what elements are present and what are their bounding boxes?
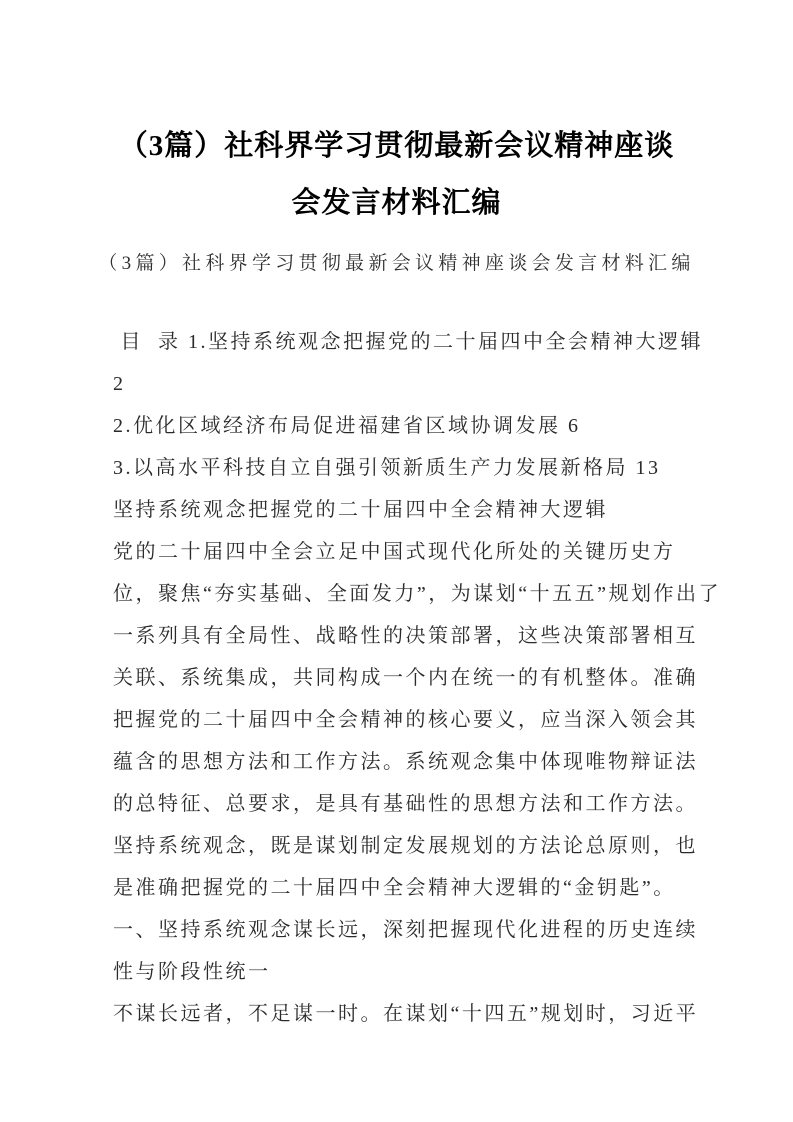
body-line: 坚持系统观念，既是谋划制定发展规划的方法论总原则，也 bbox=[113, 835, 698, 857]
body-line: 把握党的二十届四中全会精神的核心要义，应当深入领会其 bbox=[113, 709, 698, 731]
body-line: 的总特征、总要求，是具有基础性的思想方法和工作方法。 bbox=[113, 793, 698, 815]
body-line: 不谋长远者，不足谋一时。在谋划“十四五”规划时，习近平 bbox=[113, 1003, 699, 1025]
body-line: 一、坚持系统观念谋长远，深刻把握现代化进程的历史连续 bbox=[113, 919, 698, 941]
body-line: 性与阶段性统一 bbox=[113, 961, 271, 983]
document-body bbox=[113, 321, 722, 1035]
document-title-line-1: （3篇）社科界学习贯彻最新会议精神座谈 bbox=[118, 130, 675, 162]
document-title bbox=[40, 118, 753, 232]
body-line: 党的二十届四中全会立足中国式现代化所处的关键历史方 bbox=[113, 541, 676, 563]
body-line: 位，聚焦“夯实基础、全面发力”，为谋划“十五五”规划作出了 bbox=[113, 583, 722, 605]
body-line: 一系列具有全局性、战略性的决策部署，这些决策部署相互 bbox=[113, 625, 698, 647]
document-title-line-2: 会发言材料汇编 bbox=[291, 187, 502, 219]
body-line: 坚持系统观念把握党的二十届四中全会精神大逻辑 bbox=[113, 499, 608, 521]
body-line: 2 bbox=[113, 373, 126, 395]
body-line: 目 录 1.坚持系统观念把握党的二十届四中全会精神大逻辑 bbox=[113, 331, 703, 353]
body-line: 关联、系统集成，共同构成一个内在统一的有机整体。准确 bbox=[113, 667, 698, 689]
body-line: 蕴含的思想方法和工作方法。系统观念集中体现唯物辩证法 bbox=[113, 751, 698, 773]
document-subtitle: （3篇）社科界学习贯彻最新会议精神座谈会发言材料汇编 bbox=[98, 253, 695, 274]
body-line: 3.以高水平科技自立自强引领新质生产力发展新格局 13 bbox=[113, 457, 661, 479]
body-line: 是准确把握党的二十届四中全会精神大逻辑的“金钥匙”。 bbox=[113, 877, 676, 899]
body-line: 2.优化区域经济布局促进福建省区域协调发展 6 bbox=[113, 415, 581, 437]
